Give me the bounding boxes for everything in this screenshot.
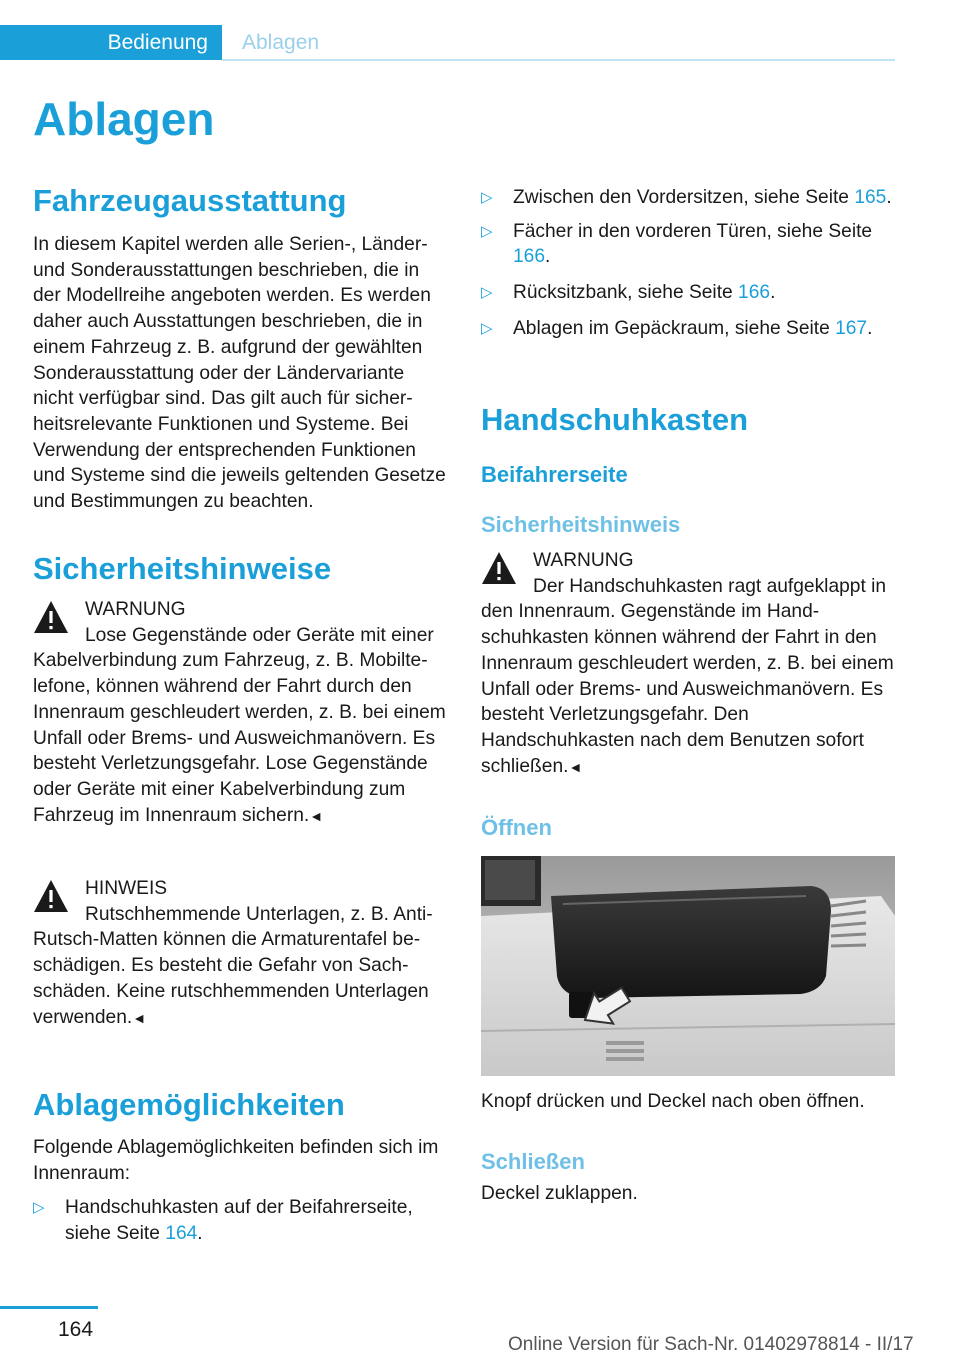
tab-ablagen[interactable]: Ablagen xyxy=(242,31,320,54)
end-mark-icon: ◄ xyxy=(309,807,324,824)
header-divider xyxy=(222,59,895,61)
list-item-text: Rücksitzbank, siehe Seite xyxy=(513,282,739,304)
glovebox-photo xyxy=(481,856,895,1076)
list-item-text: Handschuhkasten auf der Beifahrerseite, siehe Seite xyxy=(65,1197,413,1244)
oeffnen-text: Knopf drücken und Deckel nach oben öffnen. xyxy=(481,1091,865,1112)
heading-ablagemoeglichkeiten: Ablagemöglichkeiten xyxy=(33,1087,345,1122)
list-item xyxy=(481,219,896,270)
list-item-suffix: . xyxy=(770,282,776,304)
heading-oeffnen: Öffnen xyxy=(481,815,552,840)
warning-triangle-icon xyxy=(33,599,69,635)
tab-bedienung[interactable]: Bedienung xyxy=(0,25,222,60)
list-item xyxy=(33,1195,448,1246)
warning-label: WARNUNG xyxy=(533,550,634,571)
hinweis-text-block xyxy=(33,902,448,1032)
page-number: 164 xyxy=(58,1318,94,1341)
page-link[interactable]: 166 xyxy=(738,282,771,304)
fahrzeugausstattung-text: In diesem Kapitel werden alle Serien-, Länder- und Sonderausstattungen beschrieben, die in der Modellreihe angeboten werden. Es werden daher auch Ausstattungen beschrieben, die in einem Fahrzeug z. B. aufgrund der gewählten Sonderausstattung oder der Ländervariante nicht verfügbar sind. Das gilt auch für sicherheitsrelevante Funktionen und Systeme. Bei Verwendung der entsprechenden Funktionen und Systeme sind die jeweils geltenden Gesetze und Bestimmungen zu beachten. xyxy=(33,234,446,513)
end-mark-icon: ◄ xyxy=(132,1009,147,1026)
heading-sicherheitshinweis: Sicherheitshinweis xyxy=(481,512,681,537)
list-item-suffix: . xyxy=(545,246,551,268)
hinweis-label: HINWEIS xyxy=(85,878,168,899)
warning-label: WARNUNG xyxy=(85,599,186,620)
warning-text-block xyxy=(33,623,448,830)
bullet-triangle-icon: ▷ xyxy=(481,222,493,240)
hinweis-text: Rutschhemmende Unterlagen, z. B. Anti-Rutsch-Matten können die Armaturentafel beschädigen. Es besteht die Gefahr von Sachschäden. Keine rutschhemmenden Unterlagen verwenden. xyxy=(33,903,433,1028)
warning-notice xyxy=(33,597,448,829)
warning-text: Lose Gegenstände oder Geräte mit einer Kabelverbindung zum Fahrzeug, z. B. Mobiltelefone, können während der Fahrt durch den Innenraum geschleudert werden, z. B. bei einem Unfall oder Brems- und Ausweichmanövern. Es besteht Verletzungsgefahr. Lose Gegenstände oder Geräte mit einer Kabelverbindung zum Fahrzeug im Innenraum sichern. xyxy=(33,624,446,826)
heading-sicherheitshinweise: Sicherheitshinweise xyxy=(33,551,332,586)
list-item-suffix: . xyxy=(886,187,892,208)
warning-text: Der Handschuhkasten ragt aufgeklappt in den Innenraum. Gegenstände im Handschuhkasten können während der Fahrt in den Innenraum geschleudert werden, z. B. bei einem Unfall oder Brems- und Ausweichmanövern. Es besteht Verletzungsgefahr. Den Handschuhkasten nach dem Benutzen sofort schließen. xyxy=(481,575,894,777)
list-item-suffix: . xyxy=(197,1222,203,1244)
heading-schliessen: Schließen xyxy=(481,1149,585,1174)
hinweis-notice xyxy=(33,876,448,1031)
online-version-footer: Online Version für Sach-Nr. 01402978814 - II/17 xyxy=(508,1334,914,1355)
bullet-triangle-icon: ▷ xyxy=(481,319,493,337)
page-title: Ablagen xyxy=(33,93,215,145)
list-item-text: Zwischen den Vordersitzen, siehe Seite xyxy=(513,187,855,208)
page-link[interactable]: 166 xyxy=(513,246,546,268)
page-link[interactable]: 164 xyxy=(165,1222,198,1244)
warning-triangle-icon xyxy=(33,878,69,914)
bullet-triangle-icon: ▷ xyxy=(33,1199,45,1216)
bullet-triangle-icon: ▷ xyxy=(481,284,493,302)
page-link[interactable]: 167 xyxy=(835,317,868,339)
heading-fahrzeugausstattung: Fahrzeugausstattung xyxy=(33,183,347,218)
list-item xyxy=(481,280,896,306)
glovebox-warning-notice xyxy=(481,548,896,780)
schliessen-text: Deckel zuklappen. xyxy=(481,1183,638,1204)
page-link[interactable]: 165 xyxy=(854,187,887,208)
list-item xyxy=(481,185,896,211)
right-list xyxy=(481,185,896,350)
warning-triangle-icon xyxy=(481,550,517,586)
warning-text-block xyxy=(481,574,896,781)
footer-divider xyxy=(0,1306,98,1309)
heading-handschuhkasten: Handschuhkasten xyxy=(481,402,749,437)
list-item-text: Fächer in den vorderen Türen, siehe Seite xyxy=(513,220,873,242)
ablagemoeglichkeiten-intro: Folgende Ablagemöglichkeiten befinden sich im Innenraum: xyxy=(33,1137,439,1184)
left-list xyxy=(33,1195,448,1254)
end-mark-icon: ◄ xyxy=(568,758,583,775)
bullet-triangle-icon: ▷ xyxy=(481,189,493,206)
heading-beifahrerseite: Beifahrerseite xyxy=(481,462,628,487)
list-item-suffix: . xyxy=(867,317,873,339)
header-tabs xyxy=(0,25,895,61)
list-item xyxy=(481,316,896,342)
list-item-text: Ablagen im Gepäckraum, siehe Seite xyxy=(513,317,836,339)
